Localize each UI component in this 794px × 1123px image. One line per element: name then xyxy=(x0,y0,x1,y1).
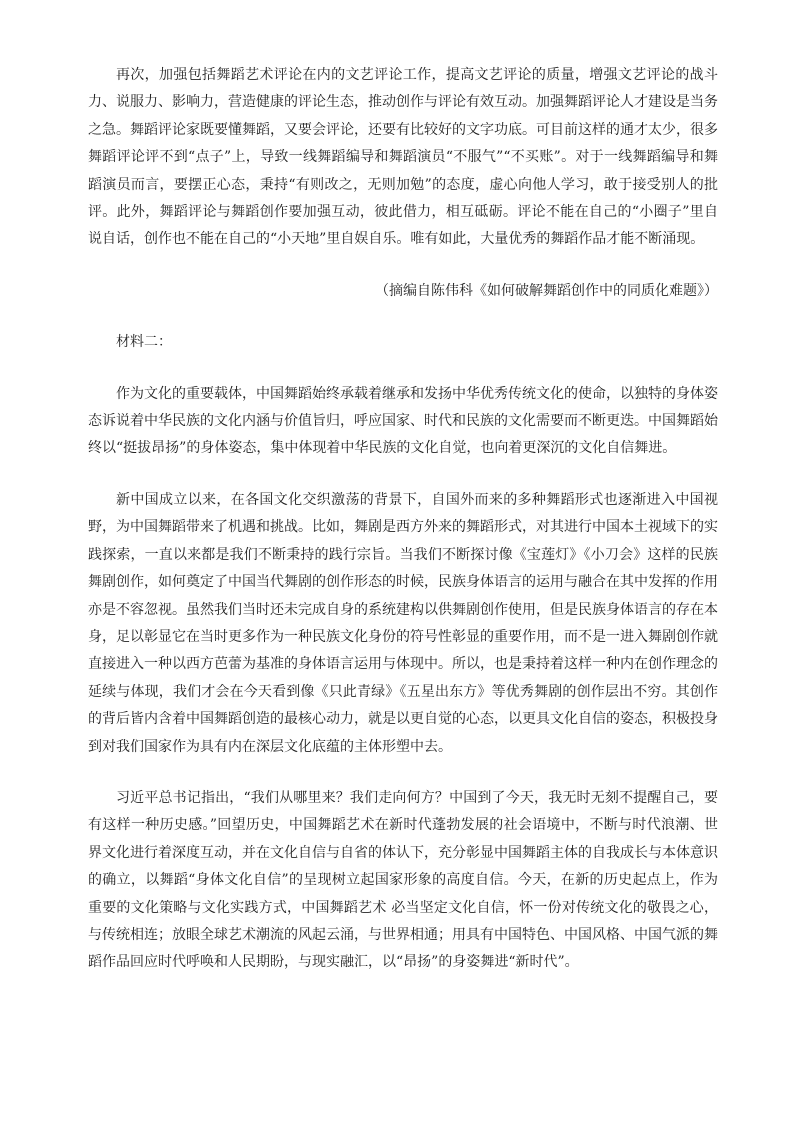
spacer xyxy=(88,761,718,785)
paragraph-cultural-carrier: 作为文化的重要载体，中国舞蹈始终承载着继承和发扬中华优秀传统文化的使命，以独特的身体姿态诉说着中华民族的文化内涵与价值旨归，呼应国家、时代和民族的文化需要而不断更迭。中国舞蹈始终以“挺拔昂扬”的身体姿态，集中体现着中华民族的文化自觉，也向着更深沉的文化自信舞进。 xyxy=(88,385,718,457)
spacer xyxy=(88,254,718,278)
spacer xyxy=(88,305,718,329)
paragraph-criticism: 再次，加强包括舞蹈艺术评论在内的文艺评论工作，提高文艺评论的质量，增强文艺评论的战斗力、说服力、影响力，营造健康的评论生态，推动创作与评论有效互动。加强舞蹈评论人才建设是当务之急。舞蹈评论家既要懂舞蹈，又要会评论，还要有比较好的文字功底。可目前这样的通才太少，很多舞蹈评论评不到“点子”上，导致一线舞蹈编导和舞蹈演员“不服气”“不买账”。对于一线舞蹈编导和舞蹈演员而言，要摆正心态，秉持“有则改之，无则加勉”的态度，虚心向他人学习，敢于接受别人的批评。此外，舞蹈评论与舞蹈创作要加强互动，彼此借力，相互砥砺。评论不能在自己的“小圈子”里自说自话，创作也不能在自己的“小天地”里自娱自乐。唯有如此，大量优秀的舞蹈作品才能不断涌现。 xyxy=(88,67,718,248)
paragraph-new-china: 新中国成立以来，在各国文化交织激荡的背景下，自国外而来的多种舞蹈形式也逐渐进入中国视野，为中国舞蹈带来了机遇和挑战。比如，舞剧是西方外来的舞蹈形式，对其进行中国本土视域下的实践探索，一直以来都是我们不断秉持的践行宗旨。当我们不断探讨像《宝莲灯》《小刀会》这样的民族舞剧创作，如何奠定了中国当代舞剧的创作形态的时候，民族身体语言的运用与融合在其中发挥的作用亦是不容忽视。虽然我们当时还未完成自身的系统建构以供舞剧创作使用，但是民族身体语言的存在本身，足以彰显它在当时更多作为一种民族文化身份的符号性彰显的重要作用，而不是一进入舞剧创作就直接进入一种以西方芭蕾为基准的身体语言运用与体现中。所以，也是秉持着这样一种内在创作理念的延续与体现，我们才会在今天看到像《只此青绿》《五星出东方》等优秀舞剧的创作层出不穷。其创作的背后皆内含着中国舞蹈创造的最核心动力，就是以更自觉的心态，以更具文化自信的姿态，积极投身到对我们国家作为具有内在深层文化底蕴的主体形塑中去。 xyxy=(88,491,718,755)
paragraph-xi-quote: 习近平总书记指出，“我们从哪里来？我们走向何方？中国到了今天，我无时无刻不提醒自己，要有这样一种历史感。”回望历史，中国舞蹈艺术在新时代蓬勃发展的社会语境中，不断与时代浪潮、世界文化进行着深度互动，并在文化自信与自省的体认下，充分彰显中国舞蹈主体的自我成长与本体意识的确立，以舞蹈“身体文化自信”的呈现树立起国家形象的高度自信。今天，在新的历史起点上，作为重要的文化策略与文化实践方式，中国舞蹈艺术 必当坚定文化自信，怀一份对传统文化的敬畏之心，与传统相连；放眼全球艺术潮流的风起云涌，与世界相通；用具有中国特色、中国风格、中国气派的舞蹈作品回应时代呼唤和人民期盼，与现实融汇，以“昂扬”的身姿舞进“新时代”。 xyxy=(88,789,718,971)
source-citation: （摘编自陈伟科《如何破解舞蹈创作中的同质化难题》） xyxy=(375,282,718,299)
spacer xyxy=(88,357,718,381)
spacer xyxy=(88,463,718,487)
document-page xyxy=(88,62,718,977)
material-heading: 材料二： xyxy=(116,334,172,351)
